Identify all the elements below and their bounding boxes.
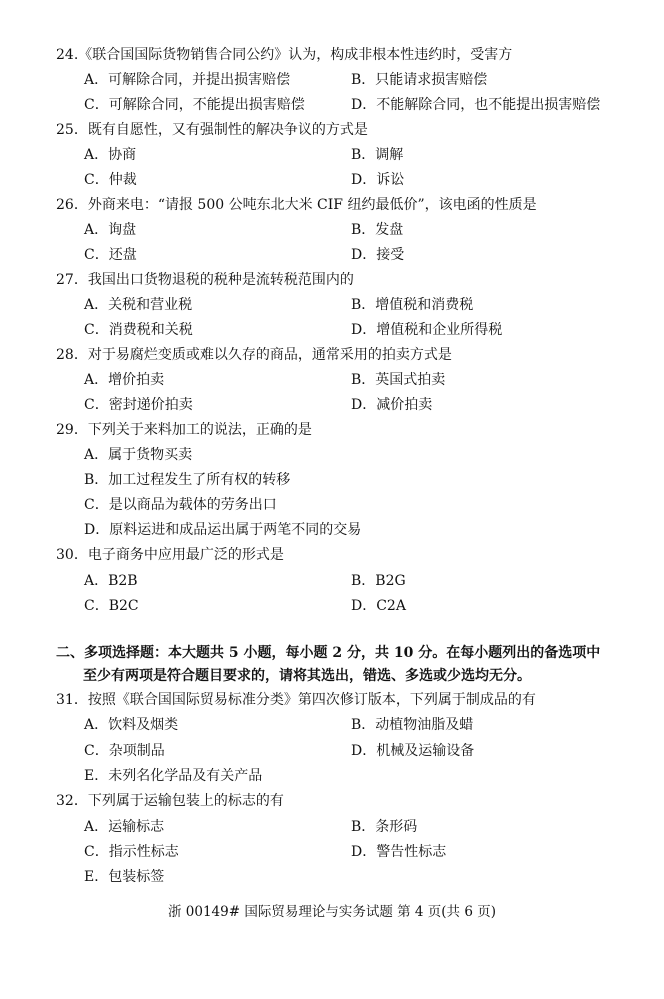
question-32-option-e: E．包装标签 (84, 869, 165, 885)
question-30-option-a: A．B2B (84, 573, 138, 589)
question-24-option-a: A．可解除合同，并提出损害赔偿 (84, 72, 291, 88)
question-25-option-c: C．仲裁 (84, 172, 137, 188)
question-32-option-a: A．运输标志 (84, 819, 165, 835)
question-31-option-d: D．机械及运输设备 (351, 743, 475, 759)
question-30-stem: 30．电子商务中应用最广泛的形式是 (56, 547, 284, 563)
question-25-stem: 25．既有自愿性，又有强制性的解决争议的方式是 (56, 122, 368, 138)
question-28-option-b: B．英国式拍卖 (351, 372, 446, 388)
question-31-option-a: A．饮料及烟类 (84, 717, 179, 733)
section-2-heading: 二、多项选择题：本大题共 5 小题，每小题 2 分，共 10 分。在每小题列出的备选项中 (56, 645, 601, 661)
question-26-option-d: D．接受 (351, 247, 405, 263)
question-26-option-b: B．发盘 (351, 222, 404, 238)
section-2-instructions: 至少有两项是符合题目要求的，请将其选出，错选、多选或少选均无分。 (83, 668, 531, 684)
question-29-option-d: D．原料运进和成品运出属于两笔不同的交易 (84, 522, 362, 538)
question-28-option-d: D．减价拍卖 (351, 397, 433, 413)
question-30-option-b: B．B2G (351, 573, 406, 589)
question-30-option-c: C．B2C (84, 598, 139, 614)
question-27-option-d: D．增值税和企业所得税 (351, 322, 503, 338)
question-28-option-a: A．增价拍卖 (84, 372, 165, 388)
question-29-stem: 29．下列关于来料加工的说法，正确的是 (56, 422, 312, 438)
question-31-stem: 31．按照《联合国国际贸易标准分类》第四次修订版本，下列属于制成品的有 (56, 692, 536, 708)
question-29-option-b: B．加工过程发生了所有权的转移 (84, 472, 291, 488)
question-29-option-a: A．属于货物买卖 (84, 447, 193, 463)
question-27-option-a: A．关税和营业税 (84, 297, 193, 313)
question-28-stem: 28．对于易腐烂变质或难以久存的商品，通常采用的拍卖方式是 (56, 347, 452, 363)
question-28-option-c: C．密封递价拍卖 (84, 397, 193, 413)
question-31-option-c: C．杂项制品 (84, 743, 165, 759)
question-32-option-c: C．指示性标志 (84, 844, 179, 860)
question-24-option-b: B．只能请求损害赔偿 (351, 72, 488, 88)
question-31-option-b: B．动植物油脂及蜡 (351, 717, 474, 733)
page-footer: 浙 00149# 国际贸易理论与实务试题 第 4 页(共 6 页) (167, 904, 496, 920)
question-26-option-a: A．询盘 (84, 222, 137, 238)
question-26-option-c: C．还盘 (84, 247, 137, 263)
question-31-option-e: E．未列名化学品及有关产品 (84, 768, 263, 784)
question-32-option-b: B．条形码 (351, 819, 418, 835)
question-32-option-d: D．警告性标志 (351, 844, 447, 860)
question-26-stem: 26．外商来电：“请报 500 公吨东北大米 CIF 纽约最低价”，该电函的性质是 (56, 197, 537, 213)
question-30-option-d: D．C2A (351, 598, 406, 614)
question-32-stem: 32．下列属于运输包装上的标志的有 (56, 793, 284, 809)
question-24-stem: 24.《联合国国际货物销售合同公约》认为，构成非根本性违约时，受害方 (56, 47, 513, 63)
question-27-option-b: B．增值税和消费税 (351, 297, 474, 313)
question-24-option-c: C．可解除合同，不能提出损害赔偿 (84, 97, 305, 113)
question-25-option-d: D．诉讼 (351, 172, 405, 188)
question-29-option-c: C．是以商品为载体的劳务出口 (84, 497, 277, 513)
question-27-stem: 27．我国出口货物退税的税种是流转税范围内的 (56, 272, 354, 288)
question-25-option-b: B．调解 (351, 147, 404, 163)
question-24-option-d: D．不能解除合同，也不能提出损害赔偿 (351, 97, 601, 113)
question-27-option-c: C．消费税和关税 (84, 322, 193, 338)
question-25-option-a: A．协商 (84, 147, 137, 163)
